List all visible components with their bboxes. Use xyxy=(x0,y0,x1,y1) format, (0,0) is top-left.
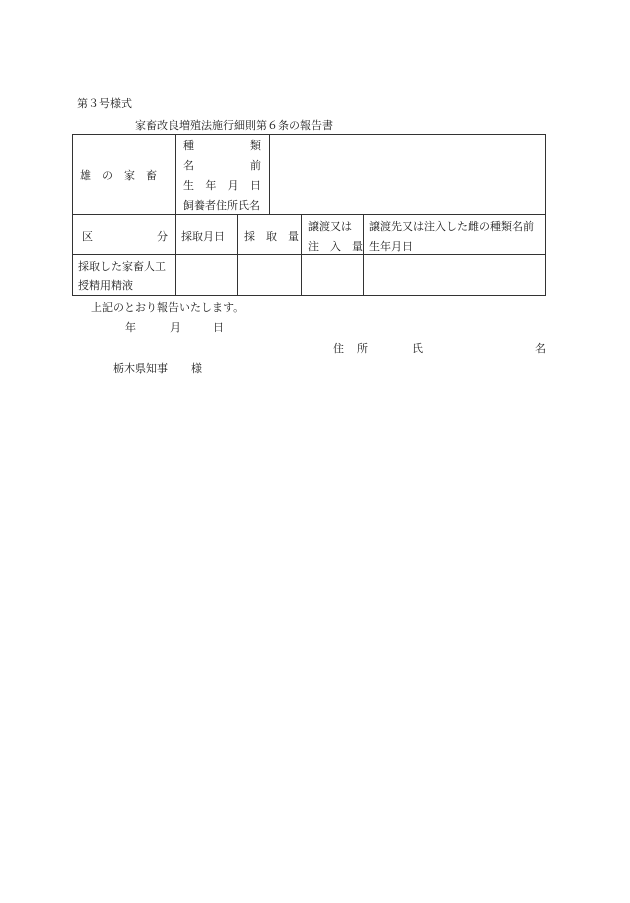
document-title: 家畜改良増殖法施行細則第６条の報告書 xyxy=(135,119,333,132)
table-divider-1 xyxy=(175,134,176,296)
column-collection-amount: 採 取 量 xyxy=(244,230,299,243)
table-border-right xyxy=(545,134,546,296)
column-transfer-line2: 注 入 量 xyxy=(308,240,363,253)
field-owner: 飼養者住所氏名 xyxy=(183,199,260,212)
form-number: 第３号様式 xyxy=(77,97,132,110)
date-day: 日 xyxy=(213,321,224,334)
table-divider-4 xyxy=(363,214,364,296)
column-recipient-line1: 譲渡先又は注入した雌の種類名前 xyxy=(369,220,534,233)
row-label-line1: 採取した家畜人工 xyxy=(78,260,166,273)
table-border-top xyxy=(72,134,546,135)
name-label-shi: 氏 xyxy=(412,342,423,355)
report-statement: 上記のとおり報告いたします。 xyxy=(91,301,245,314)
table-line-columns xyxy=(72,254,546,255)
column-category: 区 分 xyxy=(82,230,168,243)
address-label-sho: 所 xyxy=(357,342,368,355)
table-divider-3 xyxy=(301,214,302,296)
recipient-honorific: 様 xyxy=(191,362,202,375)
field-name: 名 前 xyxy=(183,159,261,172)
column-recipient-line2: 生年月日 xyxy=(369,240,413,253)
male-livestock-label: 雄 の 家 畜 xyxy=(80,169,157,182)
table-divider-field xyxy=(269,134,270,214)
table-border-bottom xyxy=(72,295,546,296)
row-label-line2: 授精用精液 xyxy=(78,279,133,292)
table-divider-2 xyxy=(237,214,238,296)
address-label-ju: 住 xyxy=(333,342,344,355)
table-border-left xyxy=(72,134,73,296)
report-table xyxy=(72,134,546,296)
column-transfer-line1: 譲渡又は xyxy=(308,220,352,233)
name-label-mei: 名 xyxy=(535,342,546,355)
date-year: 年 xyxy=(125,321,136,334)
field-type: 種 類 xyxy=(183,139,261,152)
recipient-governor: 栃木県知事 xyxy=(113,362,168,375)
date-month: 月 xyxy=(170,321,181,334)
table-line-header xyxy=(72,214,546,215)
column-collection-date: 採取月日 xyxy=(181,230,225,243)
field-birthdate: 生 年 月 日 xyxy=(183,179,261,192)
